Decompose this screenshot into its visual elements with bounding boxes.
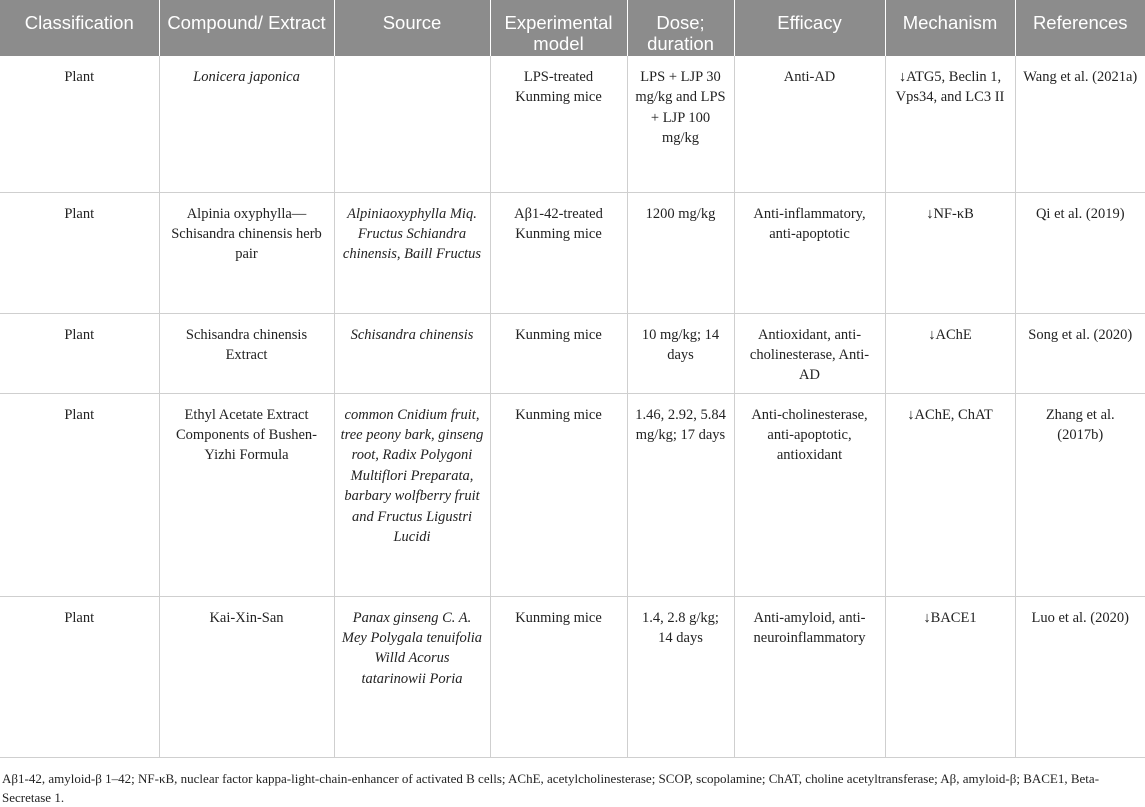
- cell-mechanism: ↓ATG5, Beclin 1, Vps34, and LC3 II: [885, 56, 1015, 192]
- cell-dose: 1.4, 2.8 g/kg; 14 days: [627, 596, 734, 757]
- cell-source: Panax ginseng C. A. Mey Polygala tenuifolia Willd Acorus tatarinowii Poria: [334, 596, 490, 757]
- cell-efficacy: Anti-cholinesterase, anti-apoptotic, antioxidant: [734, 393, 885, 596]
- cell-reference: Song et al. (2020): [1015, 313, 1145, 393]
- cell-mechanism: ↓BACE1: [885, 596, 1015, 757]
- table-row: [0, 56, 1145, 192]
- table-row: [0, 596, 1145, 757]
- header-row: [0, 0, 1145, 56]
- cell-reference: Qi et al. (2019): [1015, 192, 1145, 313]
- cell-dose: 1200 mg/kg: [627, 192, 734, 313]
- cell-compound: Ethyl Acetate Extract Components of Bushen-Yizhi Formula: [159, 393, 334, 596]
- cell-reference: Wang et al. (2021a): [1015, 56, 1145, 192]
- cell-efficacy: Anti-AD: [734, 56, 885, 192]
- cell-classification: Plant: [0, 192, 159, 313]
- cell-dose: LPS + LJP 30 mg/kg and LPS + LJP 100 mg/kg: [627, 56, 734, 192]
- cell-mechanism: ↓NF-κB: [885, 192, 1015, 313]
- cell-model: LPS-treated Kunming mice: [490, 56, 627, 192]
- cell-model: Kunming mice: [490, 313, 627, 393]
- cell-efficacy: Anti-inflammatory, anti-apoptotic: [734, 192, 885, 313]
- header-compound: Compound/ Extract: [159, 0, 334, 56]
- cell-classification: Plant: [0, 56, 159, 192]
- cell-reference: Luo et al. (2020): [1015, 596, 1145, 757]
- header-model: Experimental model: [490, 0, 627, 56]
- cell-source: common Cnidium fruit, tree peony bark, ginseng root, Radix Polygoni Multiflori Preparata, barbary wolfberry fruit and Fructus Ligustri Lucidi: [334, 393, 490, 596]
- cell-source: Alpiniaoxyphylla Miq. Fructus Schiandra chinensis, Baill Fructus: [334, 192, 490, 313]
- cell-model: Kunming mice: [490, 596, 627, 757]
- header-references: References: [1015, 0, 1145, 56]
- header-efficacy: Efficacy: [734, 0, 885, 56]
- cell-compound: Kai-Xin-San: [159, 596, 334, 757]
- cell-model: Kunming mice: [490, 393, 627, 596]
- table-row: [0, 313, 1145, 393]
- cell-efficacy: Antioxidant, anti-cholinesterase, Anti-AD: [734, 313, 885, 393]
- header-mechanism: Mechanism: [885, 0, 1015, 56]
- cell-classification: Plant: [0, 393, 159, 596]
- cell-compound: Schisandra chinensis Extract: [159, 313, 334, 393]
- cell-mechanism: ↓AChE, ChAT: [885, 393, 1015, 596]
- cell-compound: Lonicera japonica: [159, 56, 334, 192]
- cell-efficacy: Anti-amyloid, anti-neuroinflammatory: [734, 596, 885, 757]
- table-body: [0, 56, 1145, 757]
- table-header: [0, 0, 1145, 56]
- cell-source: Schisandra chinensis: [334, 313, 490, 393]
- header-classification: Classification: [0, 0, 159, 56]
- table-row: [0, 192, 1145, 313]
- cell-model: Aβ1-42-treated Kunming mice: [490, 192, 627, 313]
- cell-mechanism: ↓AChE: [885, 313, 1015, 393]
- header-dose: Dose; duration: [627, 0, 734, 56]
- cell-classification: Plant: [0, 596, 159, 757]
- cell-dose: 10 mg/kg; 14 days: [627, 313, 734, 393]
- table-footnote: Aβ1-42, amyloid-β 1–42; NF-κB, nuclear factor kappa-light-chain-enhancer of activated B cells; AChE, acetylcholinesterase; SCOP, scopolamine; ChAT, choline acetyltransferase; Aβ, amyloid-β; BACE1, Beta-Secretase 1.: [2, 770, 1100, 805]
- cell-classification: Plant: [0, 313, 159, 393]
- header-source: Source: [334, 0, 490, 56]
- cell-compound: Alpinia oxyphylla—Schisandra chinensis herb pair: [159, 192, 334, 313]
- table-row: [0, 393, 1145, 596]
- cell-source: [334, 56, 490, 192]
- cell-dose: 1.46, 2.92, 5.84 mg/kg; 17 days: [627, 393, 734, 596]
- cell-reference: Zhang et al. (2017b): [1015, 393, 1145, 596]
